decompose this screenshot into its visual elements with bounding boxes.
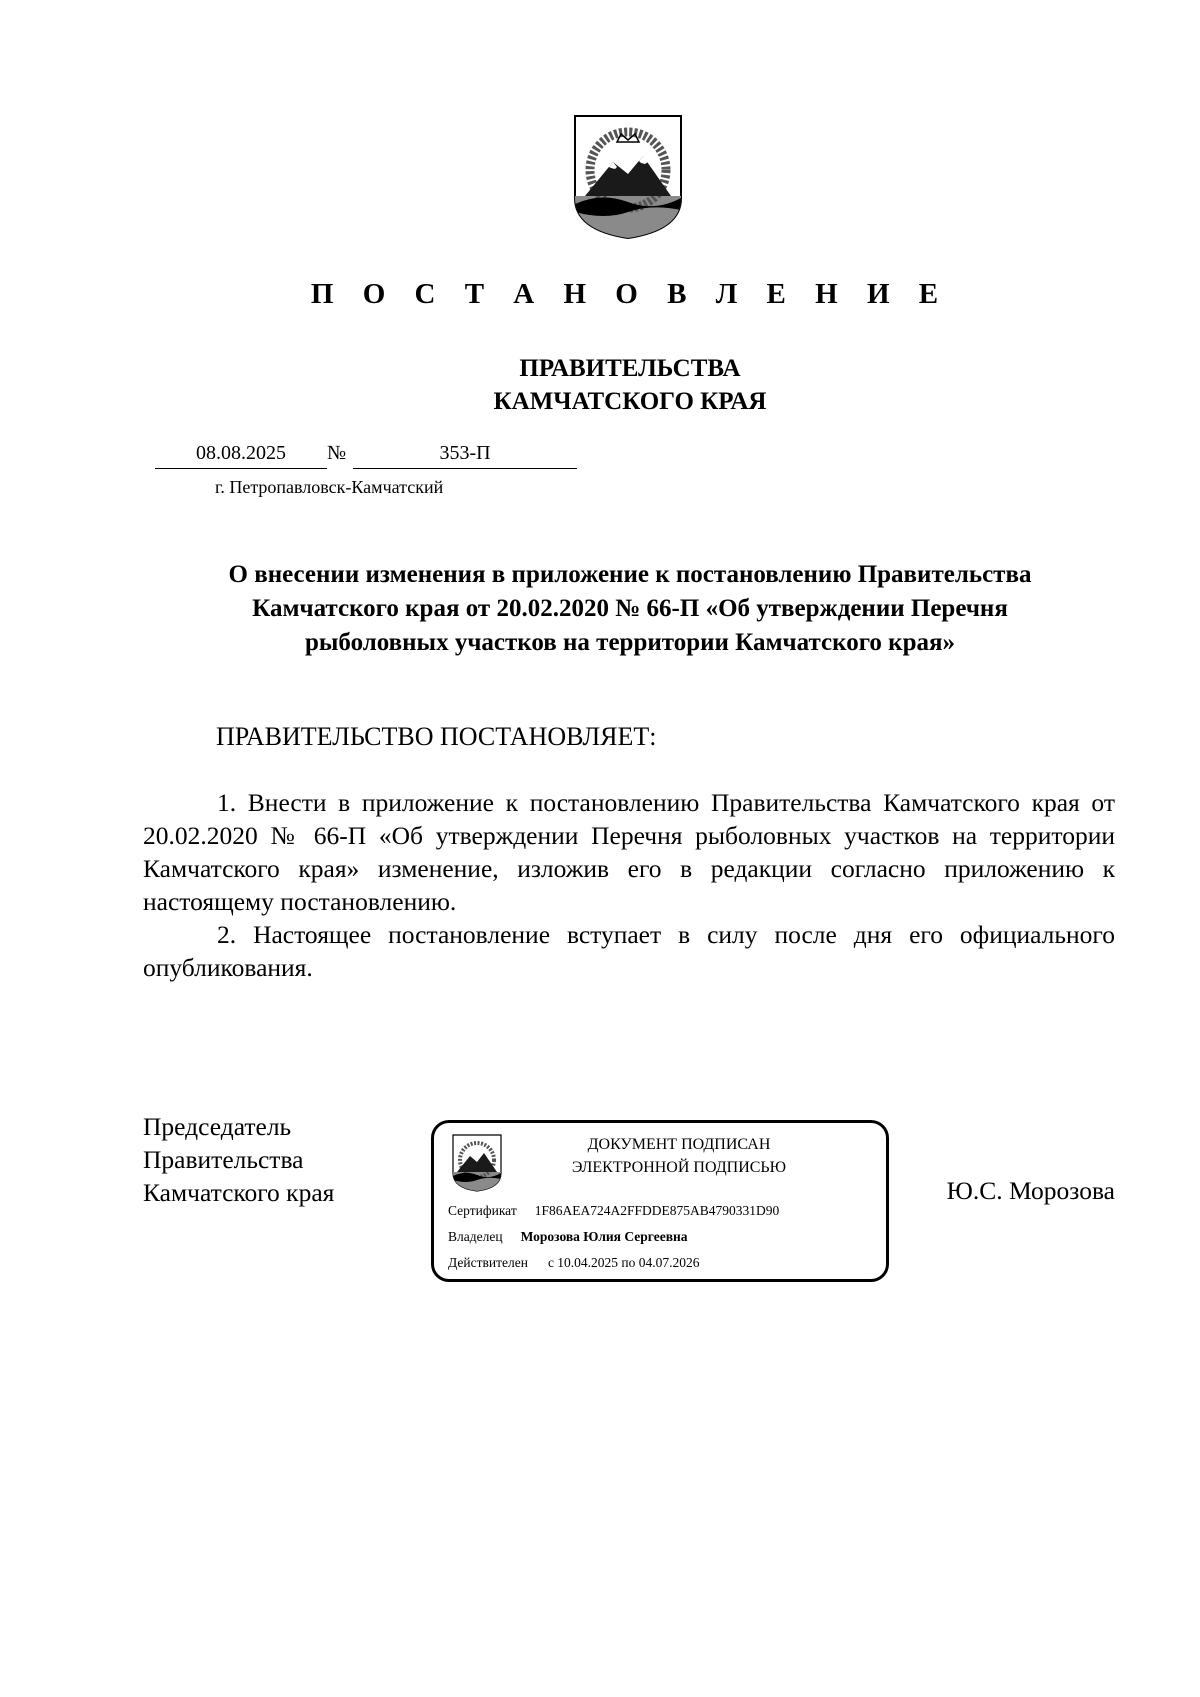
validity-value: с 10.04.2025 по 04.07.2026	[547, 1255, 700, 1270]
date-underline	[155, 468, 327, 469]
subject-line-3: рыболовных участков на территории Камчатского края»	[304, 629, 956, 656]
document-type-title: П О С Т А Н О В Л Е Н И Е	[310, 278, 950, 310]
document-date: 08.08.2025	[196, 442, 286, 464]
city-name: г. Петропавловск-Камчатский	[215, 477, 444, 497]
stamp-validity-row	[448, 1255, 700, 1271]
signatory-title-line-3: Камчатского края	[143, 1178, 335, 1207]
document-subject	[140, 558, 1120, 660]
signatory-title-line-2: Правительства	[143, 1145, 304, 1174]
decree-heading: ПРАВИТЕЛЬСТВО ПОСТАНОВЛЯЕТ:	[216, 722, 657, 751]
issuer-line-1: ПРАВИТЕЛЬСТВА	[519, 355, 741, 382]
number-underline	[353, 468, 577, 469]
signatory-name: Ю.С. Морозова	[946, 1176, 1115, 1205]
stamp-header	[524, 1133, 834, 1179]
coat-of-arms-icon	[571, 112, 685, 240]
stamp-header-line-2: ЭЛЕКТРОННОЙ ПОДПИСЬЮ	[571, 1159, 787, 1176]
certificate-label: Сертификат	[448, 1203, 517, 1218]
owner-label: Владелец	[448, 1229, 503, 1244]
signatory-title	[143, 1110, 334, 1209]
issuer-name	[0, 352, 1200, 418]
subject-line-2: Камчатского края от 20.02.2020 № 66-П «Об утверждении Перечня	[252, 595, 1008, 622]
electronic-signature-stamp	[431, 1120, 889, 1282]
subject-line-1: О внесении изменения в приложение к постановлению Правительства	[228, 561, 1032, 588]
validity-label: Действителен	[448, 1255, 528, 1270]
signatory-title-line-1: Председатель	[143, 1112, 292, 1141]
body-item-2: 2. Настоящее постановление вступает в силу после дня его официального опубликования.	[143, 920, 1115, 982]
stamp-certificate-row	[448, 1203, 779, 1219]
number-sign: №	[327, 442, 347, 464]
document-number: 353-П	[439, 442, 491, 464]
owner-value: Морозова Юлия Сергеевна	[520, 1229, 688, 1244]
stamp-coat-of-arms-icon	[451, 1133, 503, 1193]
body-item-1: 1. Внести в приложение к постановлению Правительства Камчатского края от 20.02.2020 № 66-П «Об утверждении Перечня рыболовных участков на территории Камчатского края» изменение, изложив его в редакции согласно приложению к настоящему постановлению.	[143, 788, 1115, 916]
stamp-header-line-1: ДОКУМЕНТ ПОДПИСАН	[587, 1136, 771, 1153]
stamp-owner-row	[448, 1229, 688, 1245]
document-body	[143, 786, 1115, 984]
issuer-line-2: КАМЧАТСКОГО КРАЯ	[493, 388, 767, 415]
certificate-value: 1F86AEA724A2FFDDE875AB4790331D90	[534, 1203, 780, 1218]
